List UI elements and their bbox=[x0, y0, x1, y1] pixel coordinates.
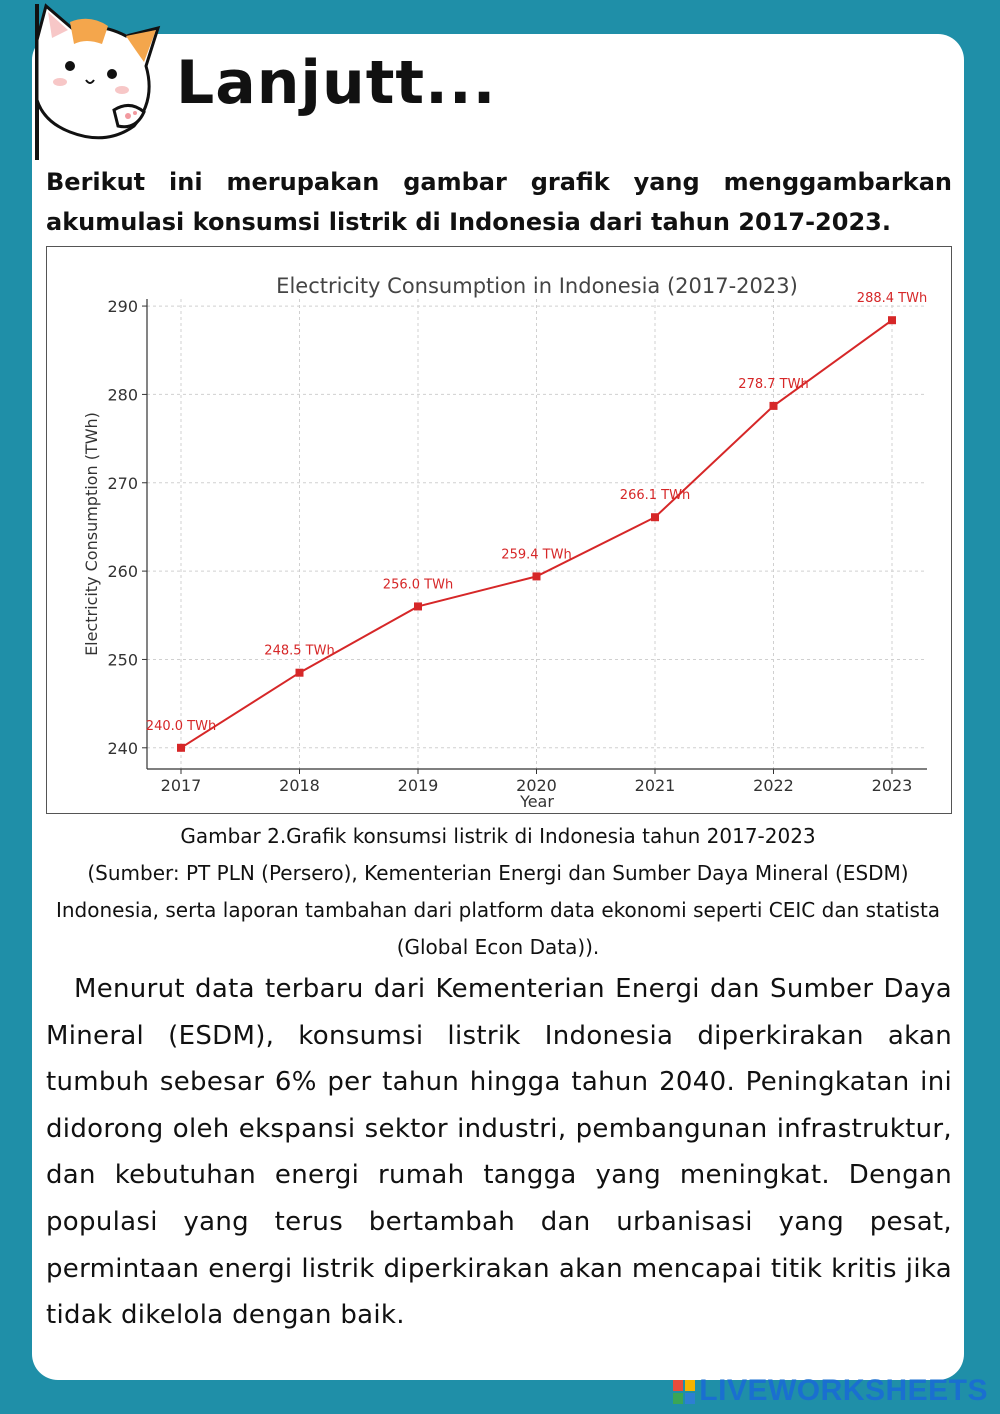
data-point bbox=[533, 572, 541, 580]
body-paragraph: Menurut data terbaru dari Kementerian Energi dan Sumber Daya Mineral (ESDM), konsumsi listrik Indonesia diperkirakan akan tumbuh sebesar 6% per tahun hingga tahun 2040. Peningkatan ini didorong oleh ekspansi sektor industri, pembangunan infrastruktur, dan kebutuhan energi rumah tangga yang meningkat. Dengan populasi yang terus bertambah dan urbanisasi yang pesat, permintaan energi listrik diperkirakan akan mencapai titik kritis jika tidak dikelola dengan baik. bbox=[46, 974, 952, 1331]
x-tick-label: 2023 bbox=[871, 776, 913, 795]
x-tick-label: 2020 bbox=[516, 776, 557, 795]
cat-mascot-icon bbox=[30, 0, 170, 160]
y-tick-label: 270 bbox=[107, 473, 138, 493]
caption-line-1: Gambar 2.Grafik konsumsi listrik di Indonesia tahun 2017-2023 bbox=[180, 824, 816, 848]
y-tick-label: 240 bbox=[107, 738, 138, 758]
data-label: 240.0 TWh bbox=[145, 718, 217, 734]
data-point bbox=[651, 513, 659, 521]
watermark-text: LIVEWORKSHEETS bbox=[699, 1374, 988, 1407]
y-axis-label: Electricity Consumption (TWh) bbox=[82, 412, 101, 656]
data-point bbox=[296, 669, 304, 677]
x-axis-label: Year bbox=[520, 792, 554, 811]
data-label: 259.4 TWh bbox=[501, 547, 572, 563]
x-tick-label: 2019 bbox=[397, 776, 439, 795]
data-label: 266.1 TWh bbox=[619, 488, 691, 504]
data-point bbox=[177, 744, 185, 752]
page-title: Lanjutt... bbox=[176, 48, 497, 118]
data-point bbox=[888, 316, 896, 324]
chart-title: Electricity Consumption in Indonesia (2017-2023) bbox=[276, 274, 798, 298]
x-tick-label: 2017 bbox=[160, 776, 202, 795]
x-tick-label: 2018 bbox=[279, 776, 320, 795]
caption-line-2: (Sumber: PT PLN (Persero), Kementerian Energi dan Sumber Daya Mineral (ESDM) Indonesia, serta laporan tambahan dari platform data ekonomi seperti CEIC dan statista (Global Econ Data)). bbox=[55, 861, 941, 959]
x-tick-label: 2021 bbox=[634, 776, 676, 795]
figure-caption bbox=[46, 818, 950, 966]
data-point bbox=[770, 402, 778, 410]
y-tick-label: 250 bbox=[107, 650, 138, 670]
chart-container bbox=[46, 246, 952, 814]
liveworksheets-logo-icon bbox=[673, 1380, 695, 1404]
data-label: 256.0 TWh bbox=[382, 577, 454, 593]
line-chart bbox=[47, 247, 951, 813]
y-tick-label: 260 bbox=[107, 562, 138, 582]
liveworksheets-watermark[interactable] bbox=[673, 1374, 988, 1408]
data-point bbox=[414, 602, 422, 610]
x-tick-label: 2022 bbox=[753, 776, 794, 795]
intro-text: Berikut ini merupakan gambar grafik yang menggambarkan akumulasi konsumsi listrik di Indonesia dari tahun 2017-2023. bbox=[46, 168, 952, 236]
data-label: 288.4 TWh bbox=[856, 291, 928, 307]
y-tick-label: 290 bbox=[107, 297, 138, 317]
data-label: 248.5 TWh bbox=[264, 643, 335, 659]
y-tick-label: 280 bbox=[107, 385, 138, 405]
data-label: 278.7 TWh bbox=[738, 376, 809, 392]
